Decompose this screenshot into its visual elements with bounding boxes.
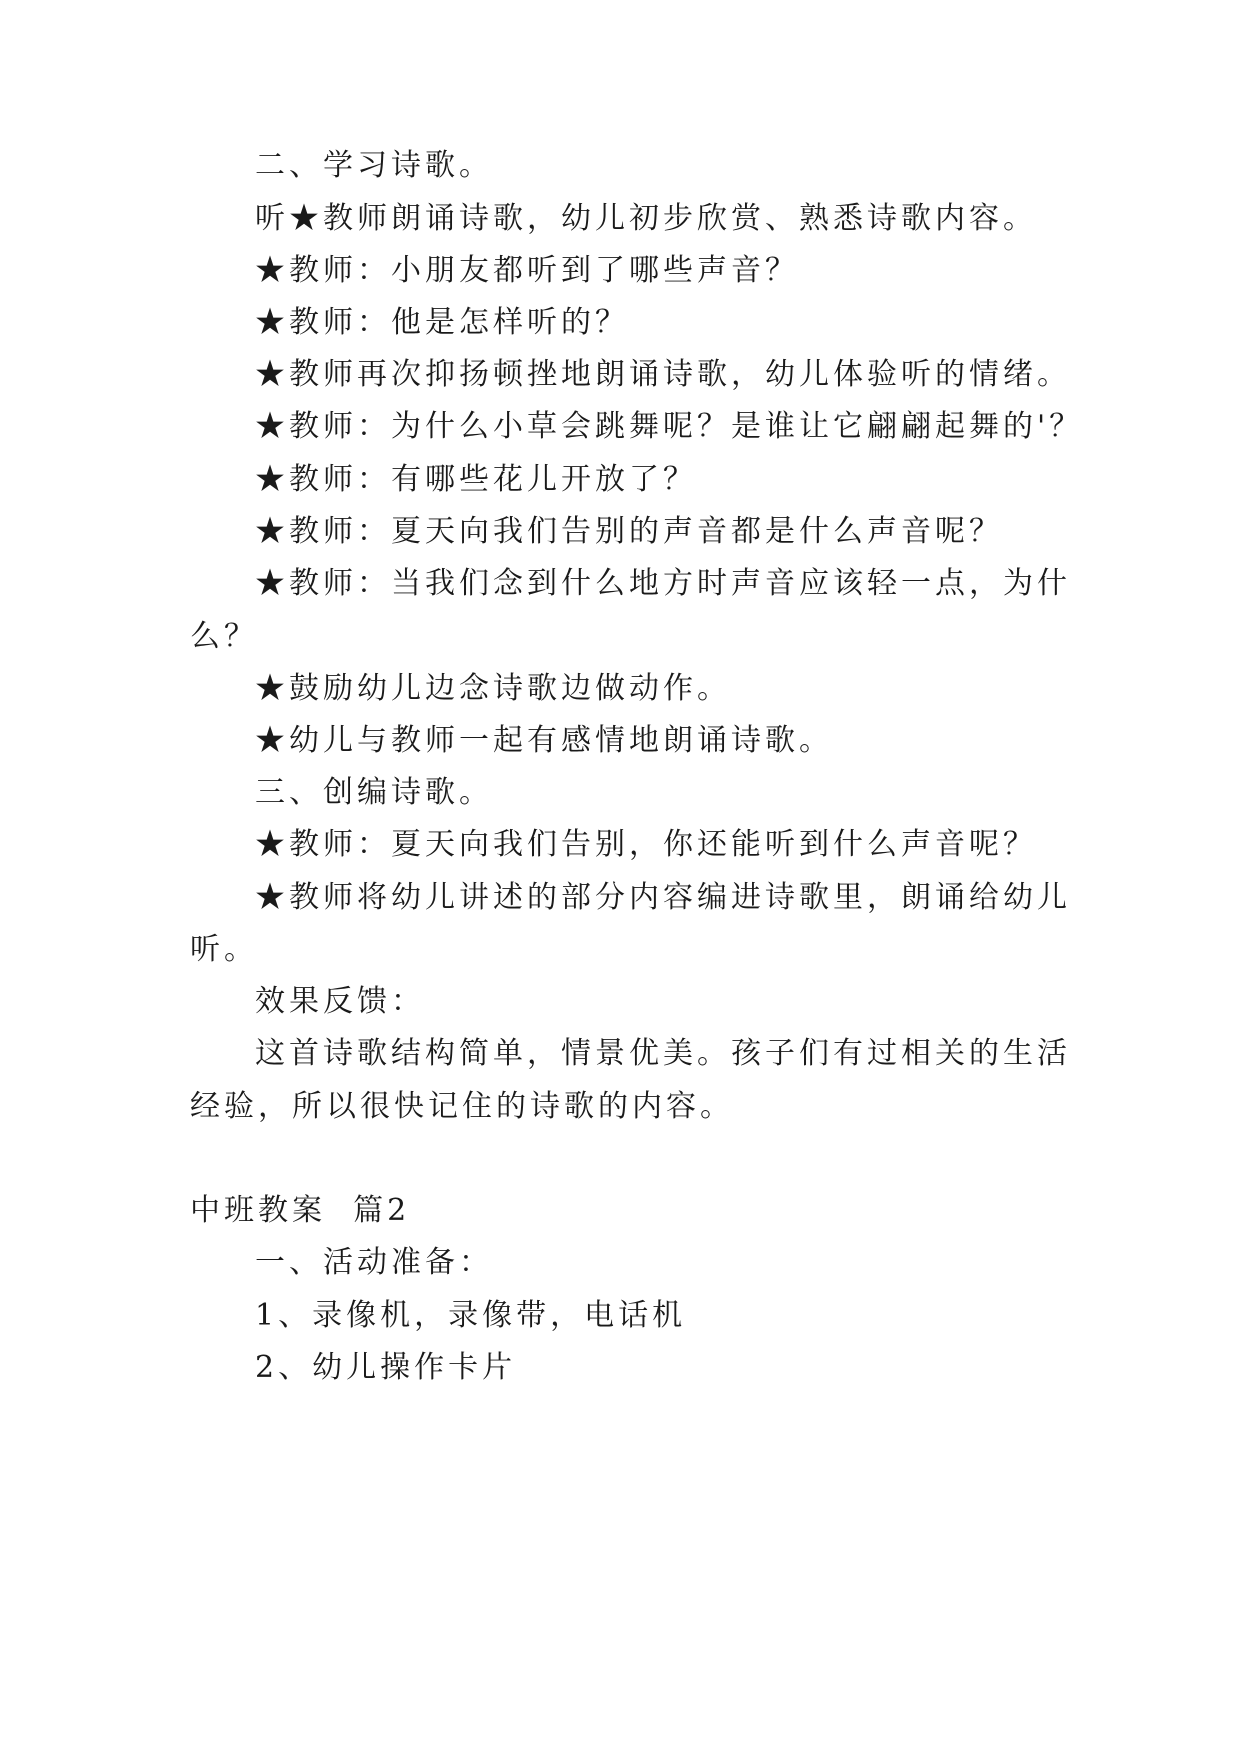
feedback-line2: 经验，所以很快记住的诗歌的内容。 — [190, 1089, 734, 1124]
section-heading-learn-poem: 二、学习诗歌。 — [255, 148, 493, 183]
paragraph-wrapped-line1: ★教师：当我们念到什么地方时声音应该轻一点，为什 — [255, 566, 1071, 601]
feedback-line1: 这首诗歌结构简单，情景优美。孩子们有过相关的生活 — [255, 1036, 1071, 1071]
paragraph: ★教师再次抑扬顿挫地朗诵诗歌，幼儿体验听的情绪。 — [255, 357, 1071, 392]
paragraph: ★教师：夏天向我们告别，你还能听到什么声音呢？ — [255, 827, 1037, 862]
paragraph: ★教师：小朋友都听到了哪些声音？ — [255, 253, 799, 288]
paragraph: ★幼儿与教师一起有感情地朗诵诗歌。 — [255, 723, 833, 758]
paragraph: ★教师：夏天向我们告别的声音都是什么声音呢？ — [255, 514, 1003, 549]
paragraph-wrapped-line1: ★教师将幼儿讲述的部分内容编进诗歌里，朗诵给幼儿 — [255, 880, 1071, 915]
section-heading-create-poem: 三、创编诗歌。 — [255, 775, 493, 810]
paragraph-wrapped-line2: 听。 — [190, 932, 258, 967]
paragraph-wrapped-line2: 么？ — [190, 619, 258, 654]
paragraph: ★教师：有哪些花儿开放了？ — [255, 462, 697, 497]
paragraph: ★教师：为什么小草会跳舞呢？是谁让它翩翩起舞的'？ — [255, 409, 1084, 444]
paragraph: ★鼓励幼儿边念诗歌边做动作。 — [255, 671, 731, 706]
part2-title: 中班教案 篇2 — [190, 1193, 411, 1228]
list-item: 2、幼儿操作卡片 — [255, 1350, 517, 1385]
section-heading-preparation: 一、活动准备： — [255, 1245, 493, 1280]
paragraph: ★教师：他是怎样听的？ — [255, 305, 629, 340]
paragraph: 听★教师朗诵诗歌，幼儿初步欣赏、熟悉诗歌内容。 — [255, 201, 1037, 236]
list-item: 1、录像机，录像带，电话机 — [255, 1298, 687, 1333]
feedback-label: 效果反馈： — [255, 984, 425, 1019]
